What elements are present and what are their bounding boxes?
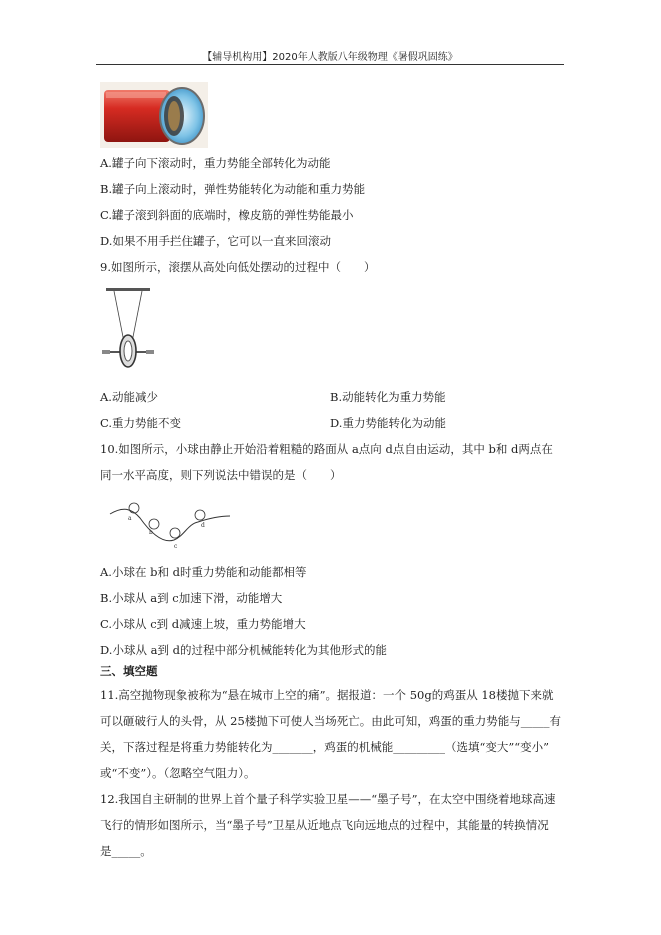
q10-option-a: A.小球在 b和 d时重力势能和动能都相等 xyxy=(100,565,307,579)
label-d: d xyxy=(201,522,205,529)
q10-option-d: D.小球从 a到 d的过程中部分机械能转化为其他形式的能 xyxy=(100,643,387,657)
label-a: a xyxy=(128,515,132,522)
q9-option-a: A.动能减少 xyxy=(100,390,158,404)
q12-line-2: 飞行的情形如图所示，当“墨子号”卫星从近地点飞向远地点的过程中，其能量的转换情况 xyxy=(100,818,549,832)
ball-track-figure xyxy=(108,496,232,556)
q9-option-b: B.动能转化为重力势能 xyxy=(330,390,446,404)
q8-option-c: C.罐子滚到斜面的底端时，橡皮筋的弹性势能最小 xyxy=(100,208,354,222)
section-title: 三、填空题 xyxy=(100,664,158,678)
q10-option-c: C.小球从 c到 d减速上坡，重力势能增大 xyxy=(100,617,306,631)
q9-stem: 9.如图所示，滚摆从高处向低处摆动的过程中（ ） xyxy=(100,260,376,274)
q11-line-2: 可以砸破行人的头骨，从 25楼抛下可使人当场死亡。由此可知，鸡蛋的重力势能与_____有 xyxy=(100,714,562,728)
q10-option-b: B.小球从 a到 c加速下滑，动能增大 xyxy=(100,591,283,605)
q12-line-1: 12.我国自主研制的世界上首个量子科学实验卫星——“墨子号”，在太空中围绕着地球高速 xyxy=(100,792,556,806)
maxwell-pendulum-figure xyxy=(100,286,156,370)
q11-line-3: 关，下落过程是将重力势能转化为_______，鸡蛋的机械能_________（选填“变大”“变小” xyxy=(100,740,550,754)
q10-stem-line-2: 同一水平高度，则下列说法中错误的是（ ） xyxy=(100,468,342,482)
q8-option-b: B.罐子向上滚动时，弹性势能转化为动能和重力势能 xyxy=(100,182,366,196)
label-b: b xyxy=(149,529,153,536)
q9-option-c: C.重力势能不变 xyxy=(100,416,182,430)
q8-option-a: A.罐子向下滚动时，重力势能全部转化为动能 xyxy=(100,156,331,170)
label-c: c xyxy=(174,543,178,550)
rolling-can-figure xyxy=(100,82,208,148)
q9-option-d: D.重力势能转化为动能 xyxy=(330,416,446,430)
q11-line-1: 11.高空抛物现象被称为“悬在城市上空的痛”。据报道：一个 50g的鸡蛋从 18楼抛下来就 xyxy=(100,688,554,702)
q8-option-d: D.如果不用手拦住罐子，它可以一直来回滚动 xyxy=(100,234,331,248)
q12-line-3: 是_____。 xyxy=(100,844,152,858)
q11-line-4: 或“不变”）。（忽略空气阻力）。 xyxy=(100,766,256,780)
page-header: 【辅导机构用】2020年人教版八年级物理《暑假巩固练》 xyxy=(202,52,458,63)
header-divider xyxy=(96,64,564,65)
q10-stem-line-1: 10.如图所示，小球由静止开始沿着粗糙的路面从 a点向 d点自由运动，其中 b和 d两点在 xyxy=(100,442,553,456)
